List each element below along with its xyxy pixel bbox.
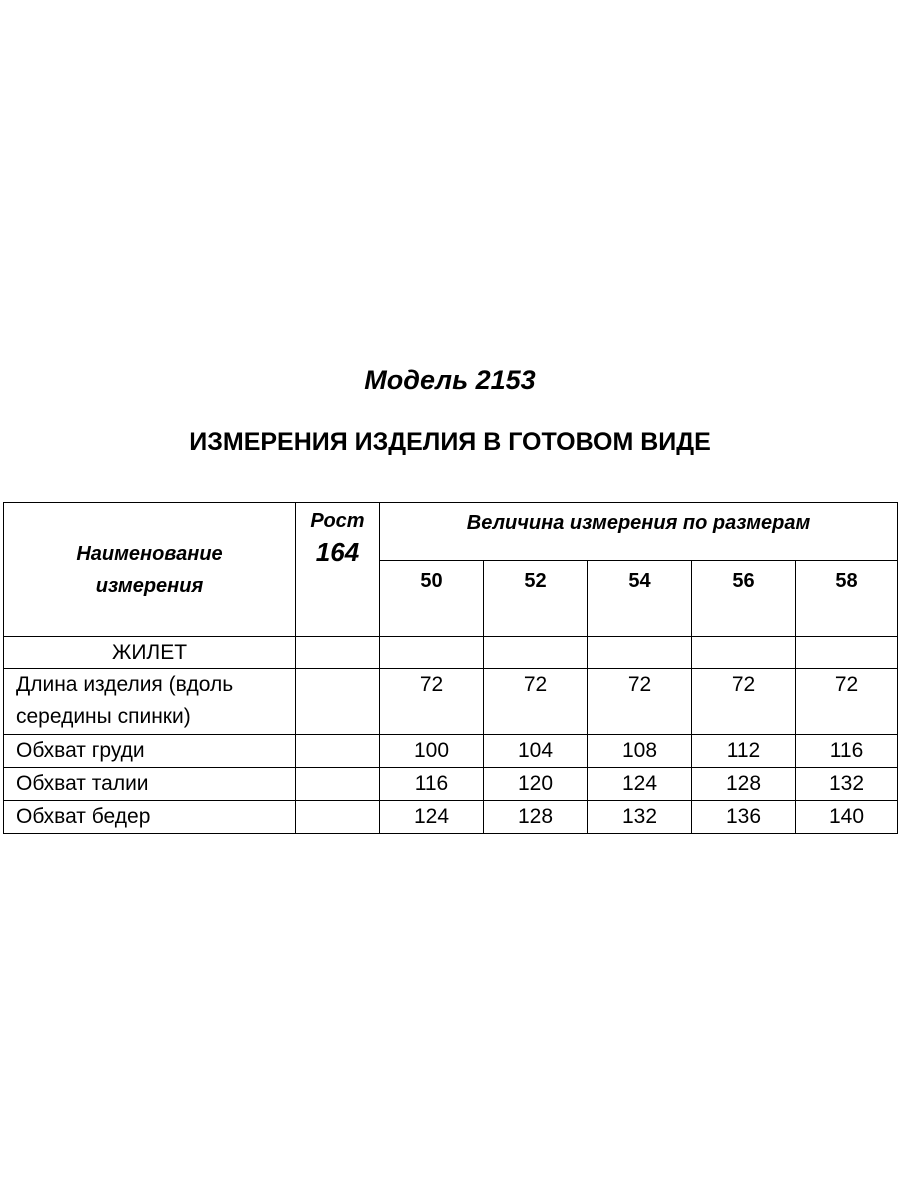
empty-cell: [296, 801, 380, 834]
row-value: 128: [692, 768, 796, 801]
rost-value: 164: [315, 537, 360, 567]
row-value: 124: [588, 768, 692, 801]
table-row: [4, 801, 898, 834]
page-title: ИЗМЕРЕНИЯ ИЗДЕЛИЯ В ГОТОВОМ ВИДЕ: [189, 428, 711, 456]
row-value: 120: [484, 768, 588, 801]
empty-cell: [296, 669, 380, 735]
row-value: 72: [588, 669, 692, 735]
header-size: 58: [796, 561, 898, 637]
header-size: 50: [380, 561, 484, 637]
header-rost: [296, 503, 380, 637]
empty-cell: [296, 735, 380, 768]
table-row: [4, 768, 898, 801]
empty-cell: [796, 637, 898, 669]
row-value: 108: [588, 735, 692, 768]
row-label-line2: середины спинки): [16, 705, 191, 728]
row-value: 124: [380, 801, 484, 834]
section-label: ЖИЛЕТ: [4, 637, 296, 669]
row-value: 72: [484, 669, 588, 735]
row-value: 104: [484, 735, 588, 768]
header-measurement-name: [4, 503, 296, 637]
model-title: Модель 2153: [364, 365, 536, 395]
row-label: Обхват талии: [4, 768, 296, 801]
header-name-line2: измерения: [95, 574, 204, 597]
header-size: 56: [692, 561, 796, 637]
row-value: 116: [380, 768, 484, 801]
row-label: [4, 669, 296, 735]
empty-cell: [296, 637, 380, 669]
row-value: 112: [692, 735, 796, 768]
section-row: [4, 637, 898, 669]
measurements-table: [3, 502, 898, 834]
row-value: 132: [796, 768, 898, 801]
table-row: [4, 735, 898, 768]
header-size: 52: [484, 561, 588, 637]
empty-cell: [588, 637, 692, 669]
row-value: 100: [380, 735, 484, 768]
row-value: 140: [796, 801, 898, 834]
table-row: [4, 669, 898, 735]
rost-label: Рост: [310, 510, 365, 532]
row-label-line1: Длина изделия (вдоль: [16, 673, 234, 696]
empty-cell: [692, 637, 796, 669]
header-row-1: [4, 503, 898, 561]
row-value: 72: [692, 669, 796, 735]
empty-cell: [380, 637, 484, 669]
row-value: 72: [796, 669, 898, 735]
row-value: 128: [484, 801, 588, 834]
empty-cell: [484, 637, 588, 669]
header-size-group: Величина измерения по размерам: [380, 503, 898, 561]
header-name-line1: Наименование: [76, 542, 223, 565]
empty-cell: [296, 768, 380, 801]
row-value: 72: [380, 669, 484, 735]
row-label: Обхват груди: [4, 735, 296, 768]
row-value: 136: [692, 801, 796, 834]
row-label: Обхват бедер: [4, 801, 296, 834]
header-size: 54: [588, 561, 692, 637]
row-value: 116: [796, 735, 898, 768]
row-value: 132: [588, 801, 692, 834]
